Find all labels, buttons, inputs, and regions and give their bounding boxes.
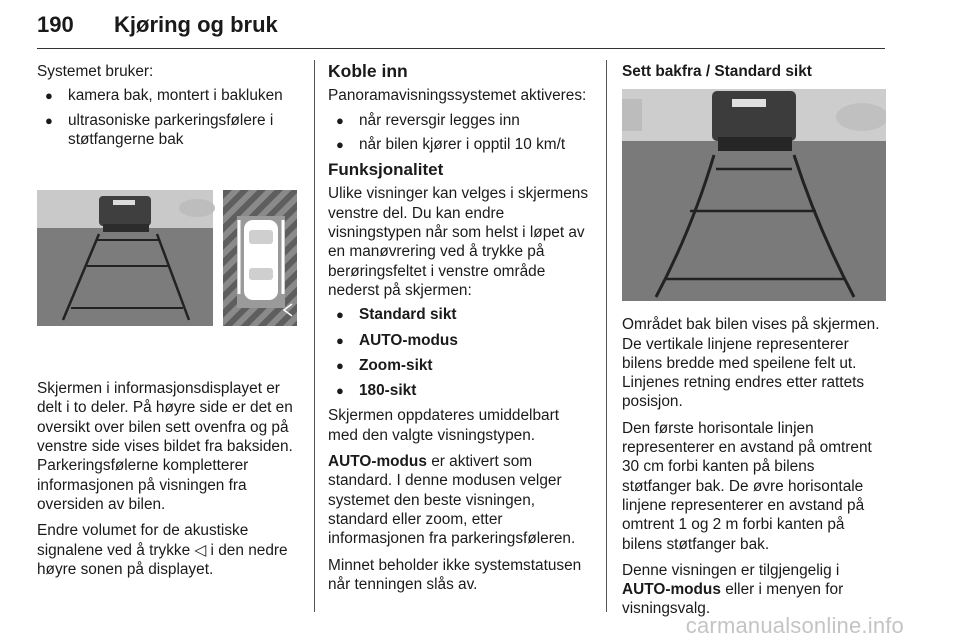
- auto-mode-label: AUTO-modus: [328, 453, 427, 471]
- rear-camera-view: [37, 190, 215, 326]
- auto-mode-label: AUTO-modus: [622, 581, 721, 599]
- page-number: 190: [37, 12, 74, 37]
- system-intro: Systemet bruker:: [37, 63, 154, 80]
- column-divider: [314, 60, 315, 612]
- list-item: ● når reversgir legges inn: [328, 111, 590, 130]
- activation-intro: Panoramavisningssystemet aktiveres:: [328, 87, 587, 105]
- column-3: [622, 62, 888, 626]
- column-divider: [606, 60, 607, 612]
- column-1: [37, 62, 299, 586]
- volume-text-a: Endre volumet for de akustiske signalene ved å trykke: [37, 522, 249, 559]
- list-item: ● ultrasoniske parkeringsfølere i støtfangerne bak: [37, 111, 299, 150]
- view-mode-list: [328, 305, 590, 400]
- list-item: ● 180-sikt: [328, 381, 590, 400]
- functionality-text: Ulike visninger kan velges i skjermens venstre del. Du kan endre visningstypen når som helst i løpet av en manøvrering ved å trykke på berøringsfeltet i venstre område nederst på skjermen:: [328, 185, 589, 299]
- section-heading: Koble inn: [328, 61, 408, 81]
- section-heading: Sett bakfra / Standard sikt: [622, 63, 812, 80]
- page-header: [37, 4, 885, 42]
- list-item: ● Standard sikt: [328, 305, 590, 324]
- volume-text-b: i den nedre høyre sonen på displayet.: [37, 541, 288, 578]
- auto-mode-rest: er aktivert som standard. I denne modusen velger systemet den beste visningen, standard eller zoom, etter informasjonen fra parkeringsføleren.: [328, 453, 576, 548]
- camera-display-figure: [37, 190, 299, 328]
- list-item: ● AUTO-modus: [328, 331, 590, 350]
- system-parts-list: [37, 86, 299, 149]
- list-item: ● kamera bak, montert i bakluken: [37, 86, 299, 105]
- volume-triangle-icon: ◁: [194, 541, 207, 559]
- top-down-view: [223, 190, 297, 326]
- chapter-title: Kjøring og bruk: [114, 12, 278, 37]
- list-item: ● når bilen kjører i opptil 10 km/t: [328, 135, 590, 154]
- header-rule: [37, 48, 885, 49]
- availability-text-b: eller i menyen for visningsvalg.: [622, 581, 844, 618]
- display-description: Skjermen i informasjonsdisplayet er delt i to deler. På høyre side er det en oversikt over bilen sett ovenfra og på venstre side vises bildet fra baksiden. Parkeringsfølerne kompletterer informasjonen på visningen fra oversiden av bilen.: [37, 380, 293, 513]
- distance-description: Den første horisontale linjen representerer en avstand på omtrent 30 cm forbi kanten på bilens støtfanger bak. De øvre horisontale linjene representerer en avstand på omtrent 1 og 2 m forbi kanten på bilens støtfanger bak.: [622, 419, 872, 553]
- functionality-heading: Funksjonalitet: [328, 160, 444, 180]
- volume-instruction: [37, 521, 299, 579]
- standard-view-figure: [622, 89, 886, 301]
- memory-text: Minnet beholder ikke systemstatusen når tenningen slås av.: [328, 556, 582, 593]
- auto-mode-text: [328, 452, 590, 548]
- list-item: ● Zoom-sikt: [328, 356, 590, 375]
- availability-text-a: Denne visningen er tilgjengelig i: [622, 561, 840, 579]
- activation-list: [328, 111, 590, 155]
- watermark: carmanualsonline.info: [685, 613, 904, 638]
- update-text: Skjermen oppdateres umiddelbart med den valgte visningstypen.: [328, 407, 559, 444]
- column-2: [328, 62, 590, 601]
- availability-text: [622, 561, 888, 619]
- area-description: Området bak bilen vises på skjermen. De vertikale linjene representerer bilens bredde med speilene felt ut. Linjenes retning endres etter rattets posisjon.: [622, 316, 880, 411]
